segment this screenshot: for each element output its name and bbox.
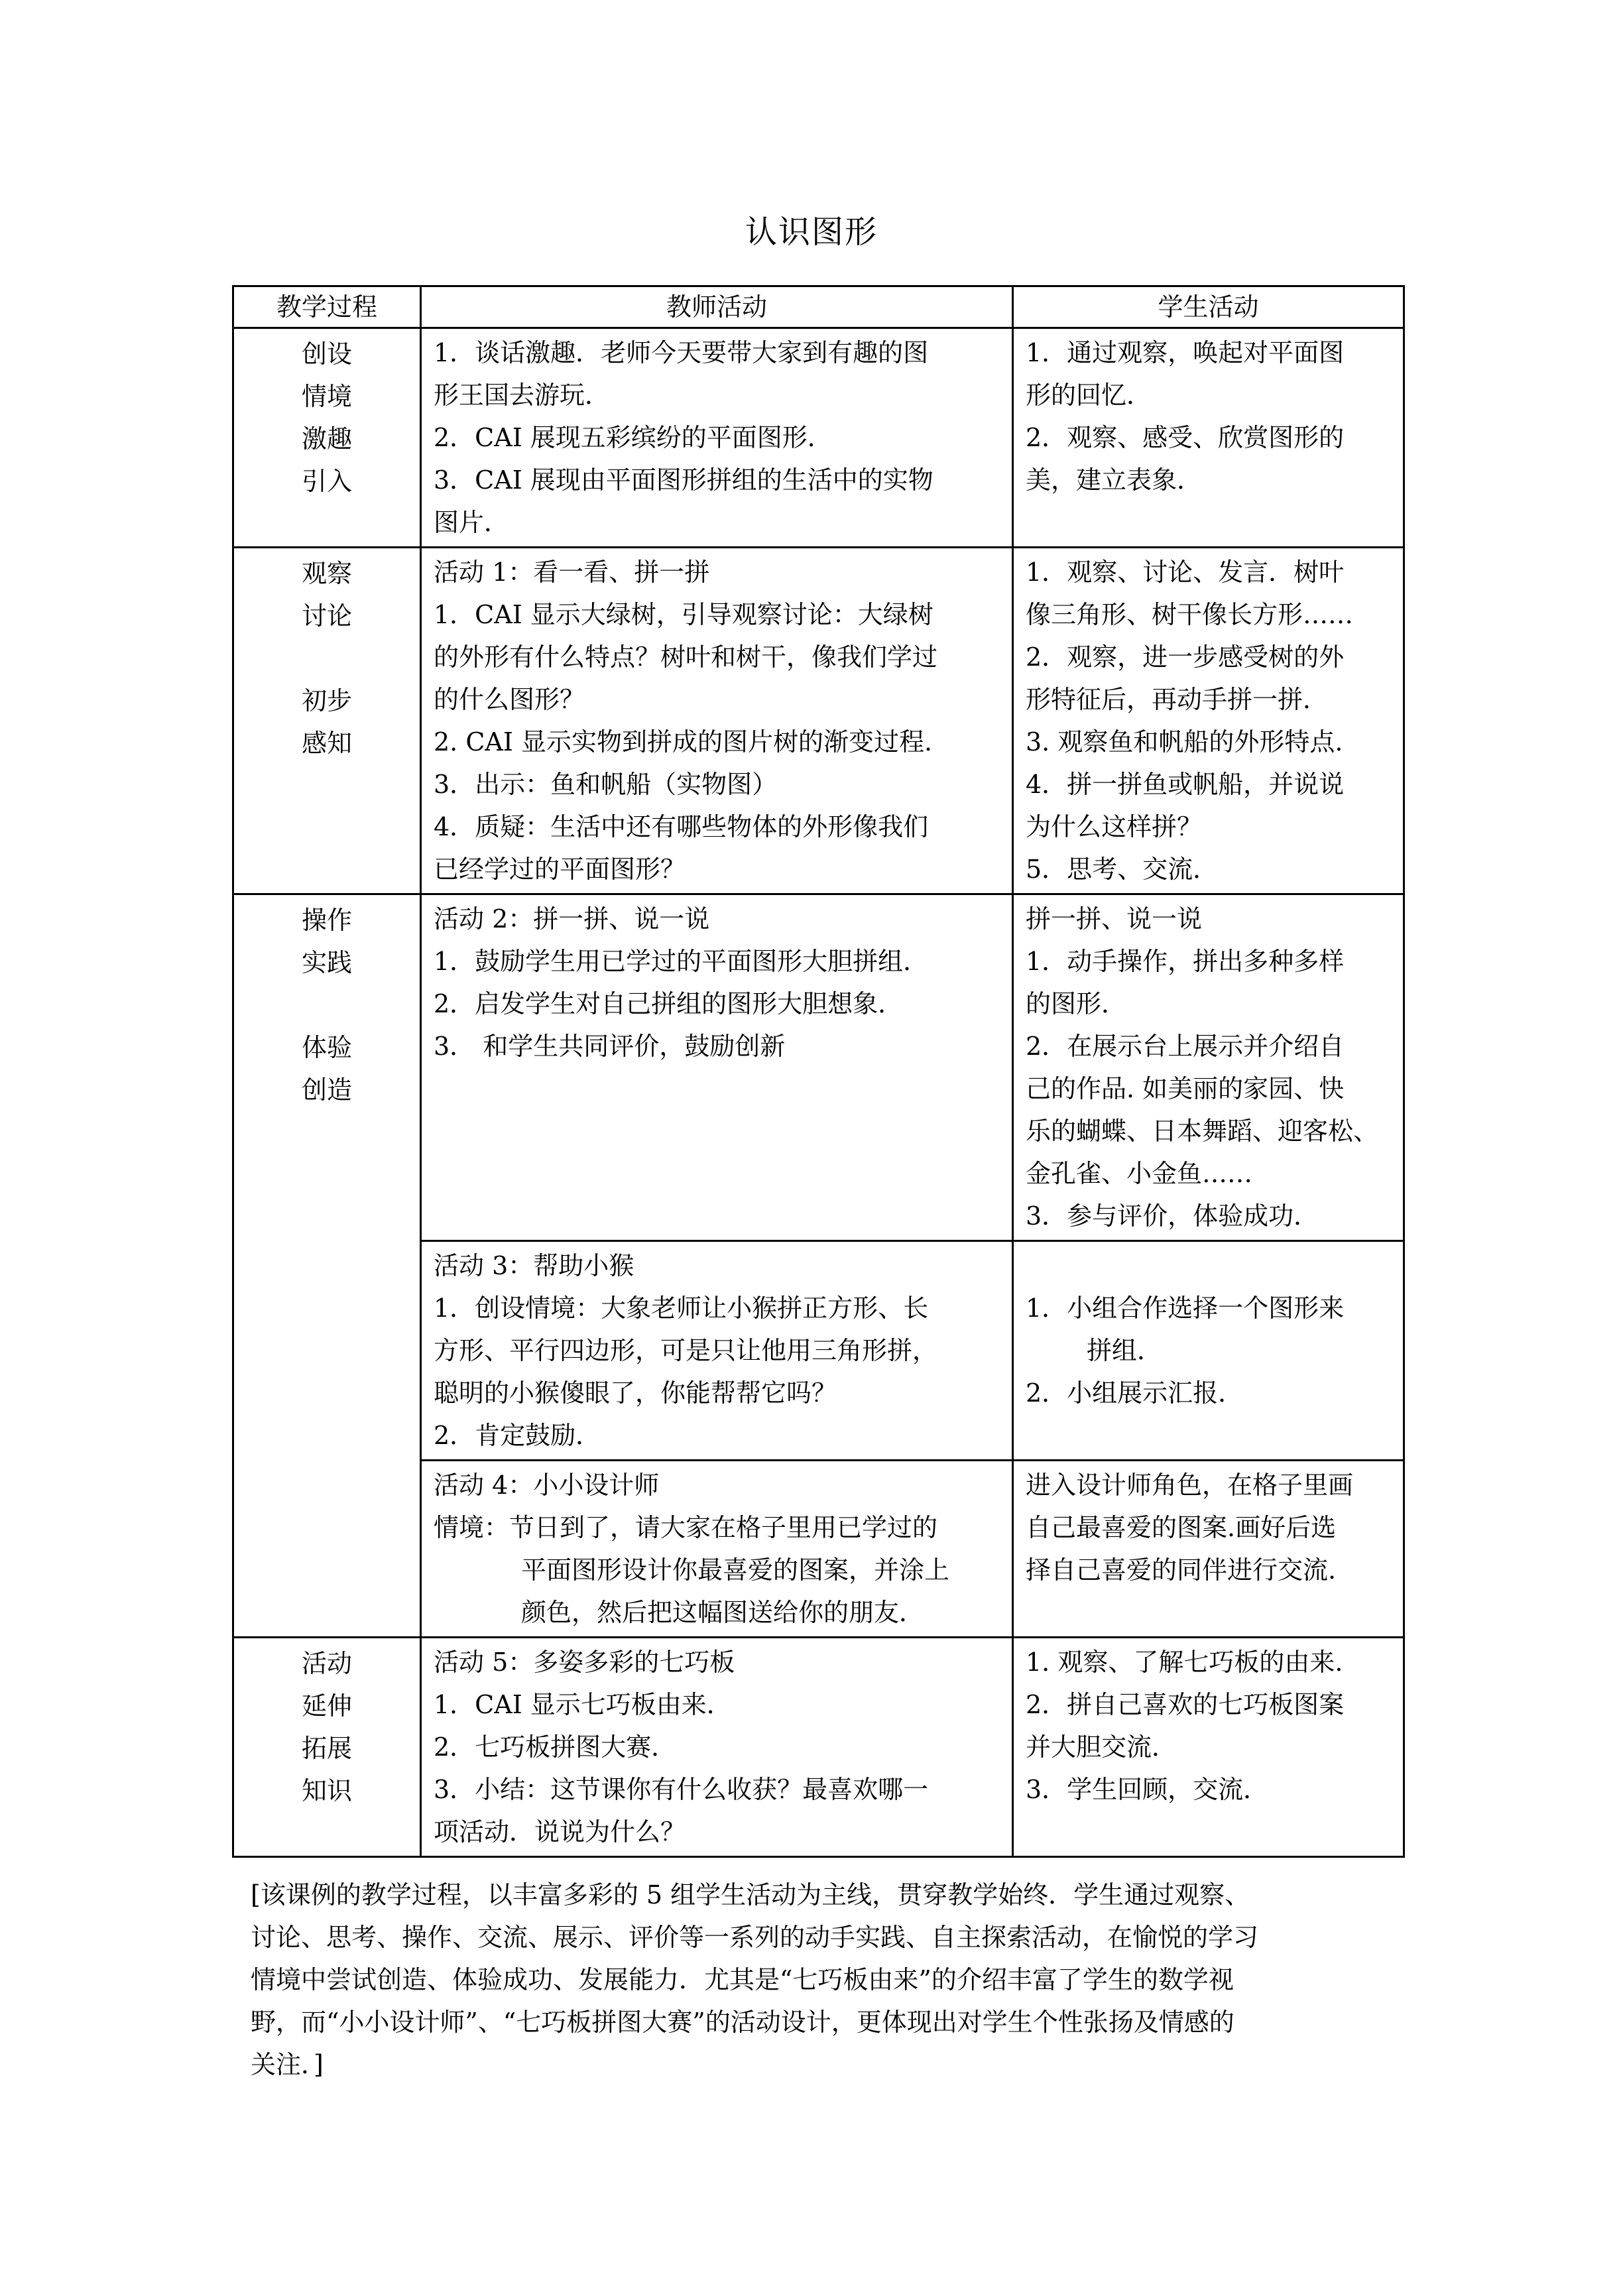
teacher-text: 聪明的小猴傻眼了，你能帮帮它吗？: [434, 1378, 837, 1408]
stage-spacer: [234, 984, 420, 1026]
student-text: 2．在展示台上展示并介绍自: [1026, 1032, 1345, 1061]
teacher-text: 3．小结：这节课你有什么收获？最喜欢哪一: [434, 1775, 929, 1804]
student-text: 美，建立表象．: [1026, 465, 1203, 495]
teacher-text: 3．出示：鱼和帆船（实物图）: [434, 770, 778, 799]
header-process: 教学过程: [233, 286, 421, 328]
table-header-row: [233, 286, 1404, 328]
student-text: 的图形．: [1026, 989, 1127, 1018]
stage-text: 体验: [301, 1033, 352, 1062]
teacher-text: 2．启发学生对自己拼组的图形大胆想象．: [434, 989, 904, 1018]
teacher-text: 3．CAI 展现由平面图形拼组的生活中的实物: [434, 465, 933, 495]
teacher-text: 2．肯定鼓励．: [434, 1421, 601, 1450]
student-text: 己的作品. 如美丽的家园、快: [1026, 1074, 1345, 1103]
table-row: [233, 328, 1404, 548]
stage-text: 拓展: [301, 1734, 352, 1763]
teacher-text: 4．质疑：生活中还有哪些物体的外形像我们: [434, 812, 929, 841]
student-activity-cell: [1013, 548, 1404, 894]
student-text: 2．观察、感受、欣赏图形的: [1026, 423, 1345, 452]
student-text: 拼组．: [1087, 1336, 1163, 1365]
teacher-text: 2. CAI 显示实物到拼成的图片树的渐变过程.: [434, 727, 933, 756]
teacher-text: 3． 和学生共同评价，鼓励创新: [434, 1032, 786, 1061]
student-text: 3．参与评价，体验成功．: [1026, 1201, 1319, 1231]
teacher-text: 活动 1：看一看、拼一拼: [434, 558, 710, 587]
teacher-text: 平面图形设计你最喜爱的图案，并涂上: [521, 1555, 950, 1585]
student-text: 2．小组展示汇报．: [1026, 1378, 1244, 1408]
commentary-line: 情境中尝试创造、体验成功、发展能力．尤其是“七巧板由来”的介绍丰富了学生的数学视: [251, 1965, 1234, 1994]
student-text: 2．拼自己喜欢的七巧板图案: [1026, 1690, 1345, 1719]
stage-text: 操作: [301, 906, 352, 935]
student-text: 3．学生回顾，交流．: [1026, 1775, 1269, 1804]
teacher-text: 活动 2：拼一拼、说一说: [434, 904, 710, 934]
commentary-paragraph: [251, 1874, 1404, 2086]
commentary-line: 讨论、思考、操作、交流、展示、评价等一系列的动手实践、自主探索活动，在愉悦的学习: [251, 1923, 1259, 1952]
teacher-text: 形王国去游玩．: [434, 381, 611, 410]
stage-cell: [233, 1638, 421, 1857]
student-text: 1．动手操作，拼出多种多样: [1026, 947, 1345, 976]
commentary-line: 野，而“小小设计师”、“七巧板拼图大赛”的活动设计，更体现出对学生个性张扬及情感的: [251, 2008, 1234, 2037]
teacher-text: 活动 4：小小设计师: [434, 1471, 660, 1500]
stage-cell: [233, 328, 421, 548]
teacher-text: 颜色，然后把这幅图送给你的朋友．: [521, 1598, 925, 1627]
stage-cell: [233, 548, 421, 894]
teacher-text: 2．CAI 展现五彩缤纷的平面图形．: [434, 423, 833, 452]
student-text: 金孔雀、小金鱼……: [1026, 1159, 1253, 1188]
student-text: 像三角形、树干像长方形……: [1026, 600, 1354, 629]
stage-text: 知识: [301, 1776, 352, 1805]
teacher-text: 项活动．说说为什么？: [434, 1817, 686, 1846]
commentary-line: 关注．]: [251, 2050, 324, 2079]
header-student-activity: 学生活动: [1013, 286, 1404, 328]
teacher-activity-cell: [421, 1241, 1013, 1461]
teacher-activity-cell: [421, 548, 1013, 894]
student-activity-cell: [1013, 1461, 1404, 1638]
stage-text: 创造: [301, 1075, 352, 1105]
lesson-plan-table: [232, 285, 1405, 1858]
stage-text: 实践: [301, 948, 352, 977]
teacher-text: 1．CAI 显示大绿树，引导观察讨论：大绿树: [434, 600, 933, 629]
stage-text: 引入: [301, 467, 352, 496]
stage-text: 感知: [301, 729, 352, 758]
student-text: 择自己喜爱的同伴进行交流.: [1026, 1555, 1337, 1585]
teacher-text: 2．七巧板拼图大赛．: [434, 1732, 677, 1762]
teacher-activity-cell: [421, 1461, 1013, 1638]
student-text: 1. 观察、了解七巧板的由来.: [1026, 1648, 1343, 1677]
student-text: 为什么这样拼？: [1026, 812, 1203, 841]
teacher-text: 1．创设情境：大象老师让小猴拼正方形、长: [434, 1294, 929, 1323]
teacher-text: 情境：节日到了，请大家在格子里用已学过的: [434, 1513, 938, 1542]
teacher-activity-cell: [421, 328, 1013, 548]
teacher-text: 1．鼓励学生用已学过的平面图形大胆拼组．: [434, 947, 929, 976]
student-text: 3. 观察鱼和帆船的外形特点.: [1026, 727, 1343, 756]
table-row: [233, 1638, 1404, 1857]
teacher-text: 1．谈话激趣．老师今天要带大家到有趣的图: [434, 338, 929, 367]
student-text: 1．小组合作选择一个图形来: [1026, 1294, 1345, 1323]
teacher-activity-cell: [421, 894, 1013, 1241]
table-row: [233, 894, 1404, 1241]
student-text: 2．观察，进一步感受树的外: [1026, 642, 1345, 672]
table-row: [233, 548, 1404, 894]
teacher-text: 活动 3：帮助小猴: [434, 1251, 634, 1280]
stage-text: 激趣: [301, 424, 352, 453]
stage-cell: [233, 894, 421, 1638]
stage-text: 观察: [301, 559, 352, 588]
student-text: 并大胆交流．: [1026, 1732, 1177, 1762]
student-text: 5．思考、交流．: [1026, 855, 1219, 884]
student-activity-cell: [1013, 894, 1404, 1241]
page-title: 认识图形: [745, 213, 878, 251]
student-activity-cell: [1013, 328, 1404, 548]
student-text: 自己最喜爱的图案.画好后选: [1026, 1513, 1337, 1542]
teacher-text: 的外形有什么特点？树叶和树干，像我们学过: [434, 642, 938, 672]
teacher-text: 活动 5：多姿多彩的七巧板: [434, 1648, 735, 1677]
teacher-text: 的什么图形？: [434, 685, 585, 714]
stage-text: 讨论: [301, 601, 352, 631]
student-activity-cell: [1013, 1638, 1404, 1857]
student-text: 1．观察、讨论、发言．树叶: [1026, 558, 1345, 587]
stage-text: 活动: [301, 1649, 352, 1678]
stage-text: 初步: [301, 686, 352, 715]
teacher-text: 图片．: [434, 508, 510, 537]
student-text: 形特征后，再动手拼一拼．: [1026, 685, 1329, 714]
stage-spacer: [234, 637, 420, 680]
header-teacher-activity: 教师活动: [421, 286, 1013, 328]
student-text: 1．通过观察，唤起对平面图: [1026, 338, 1345, 367]
student-text: 拼一拼、说一说: [1026, 904, 1203, 934]
commentary-line: [该课例的教学过程，以丰富多彩的 5 组学生活动为主线，贯穿教学始终．学生通过观察、: [251, 1880, 1250, 1909]
stage-text: 延伸: [301, 1691, 352, 1721]
teacher-activity-cell: [421, 1638, 1013, 1857]
stage-text: 情境: [301, 382, 352, 411]
student-text: 4．拼一拼鱼或帆船，并说说: [1026, 770, 1345, 799]
student-text: 形的回忆．: [1026, 381, 1152, 410]
student-activity-cell: [1013, 1241, 1404, 1461]
teacher-text: 1．CAI 显示七巧板由来．: [434, 1690, 732, 1719]
stage-text: 创设: [301, 339, 352, 369]
student-text: 进入设计师角色，在格子里画: [1026, 1471, 1354, 1500]
teacher-text: 已经学过的平面图形？: [434, 855, 686, 884]
teacher-text: 方形、平行四边形，可是只让他用三角形拼，: [434, 1336, 938, 1365]
student-text: 乐的蝴蝶、日本舞蹈、迎客松、: [1026, 1117, 1379, 1146]
